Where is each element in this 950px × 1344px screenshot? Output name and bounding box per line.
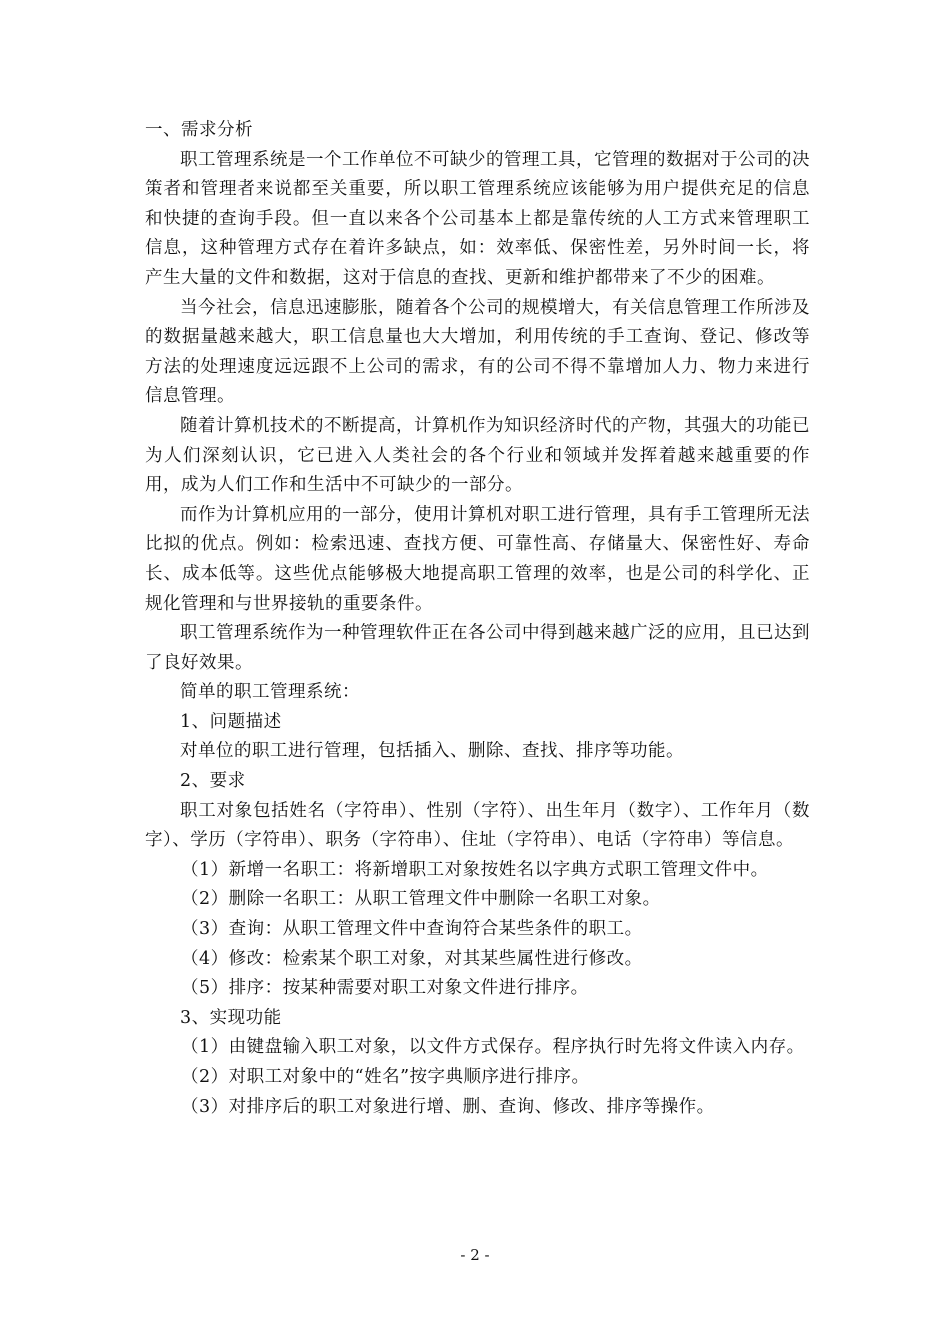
paragraph-3: 随着计算机技术的不断提高，计算机作为知识经济时代的产物，其强大的功能已为人们深刻认识，它已进入人类社会的各个行业和领域并发挥着越来越重要的作用，成为人们工作和生活中不可缺少的一部分。 — [145, 415, 810, 496]
paragraph-4: 而作为计算机应用的一部分，使用计算机对职工进行管理，具有手工管理所无法比拟的优点。例如：检索迅速、查找方便、可靠性高、存储量大、保密性好、寿命长、成本低等。这些优点能够极大地提高职工管理的效率，也是公司的科学化、正规化管理和与世界接轨的重要条件。 — [145, 504, 810, 614]
requirements-text: 职工对象包括姓名（字符串）、性别（字符）、出生年月（数字）、工作年月（数字）、学历（字符串）、职务（字符串）、住址（字符串）、电话（字符串）等信息。 — [145, 800, 810, 851]
requirements-item-2: （2）删除一名职工：从职工管理文件中删除一名职工对象。 — [181, 889, 661, 910]
paragraph-5: 职工管理系统作为一种管理软件正在各公司中得到越来越广泛的应用，且已达到了良好效果。 — [145, 623, 810, 673]
section-title: 一、需求分析 — [145, 120, 253, 140]
functions-item-3: （3）对排序后的职工对象进行增、删、查询、修改、排序等操作。 — [181, 1096, 715, 1117]
functions-heading: 3、实现功能 — [180, 1007, 282, 1028]
requirements-item-5: （5）排序：按某种需要对职工对象文件进行排序。 — [181, 978, 589, 999]
document-body — [145, 116, 810, 1122]
system-heading: 简单的职工管理系统： — [180, 682, 360, 703]
requirements-item-4: （4）修改：检索某个职工对象，对其某些属性进行修改。 — [181, 948, 643, 969]
requirements-heading: 2、要求 — [180, 771, 246, 792]
requirements-item-3: （3）查询：从职工管理文件中查询符合某些条件的职工。 — [181, 919, 643, 940]
paragraph-2: 当今社会，信息迅速膨胀，随着各个公司的规模增大，有关信息管理工作所涉及的数据量越来越大，职工信息量也大大增加，利用传统的手工查询、登记、修改等方法的处理速度远远跟不上公司的需求，有的公司不得不靠增加人力、物力来进行信息管理。 — [145, 297, 810, 407]
paragraph-1: 职工管理系统是一个工作单位不可缺少的管理工具，它管理的数据对于公司的决策者和管理者来说都至关重要，所以职工管理系统应该能够为用户提供充足的信息和快捷的查询手段。但一直以来各个公司基本上都是靠传统的人工方式来管理职工信息，这种管理方式存在着许多缺点，如：效率低、保密性差，另外时间一长，将产生大量的文件和数据，这对于信息的查找、更新和维护都带来了不少的困难。 — [145, 149, 810, 288]
problem-heading: 1、问题描述 — [180, 711, 282, 732]
functions-item-2: （2）对职工对象中的“姓名”按字典顺序进行排序。 — [181, 1067, 590, 1087]
functions-item-1: （1）由键盘输入职工对象，以文件方式保存。程序执行时先将文件读入内存。 — [181, 1037, 805, 1058]
page-number: - 2 - — [460, 1246, 490, 1264]
problem-text: 对单位的职工进行管理，包括插入、删除、查找、排序等功能。 — [180, 741, 684, 762]
requirements-item-1: （1）新增一名职工：将新增职工对象按姓名以字典方式职工管理文件中。 — [181, 859, 769, 880]
